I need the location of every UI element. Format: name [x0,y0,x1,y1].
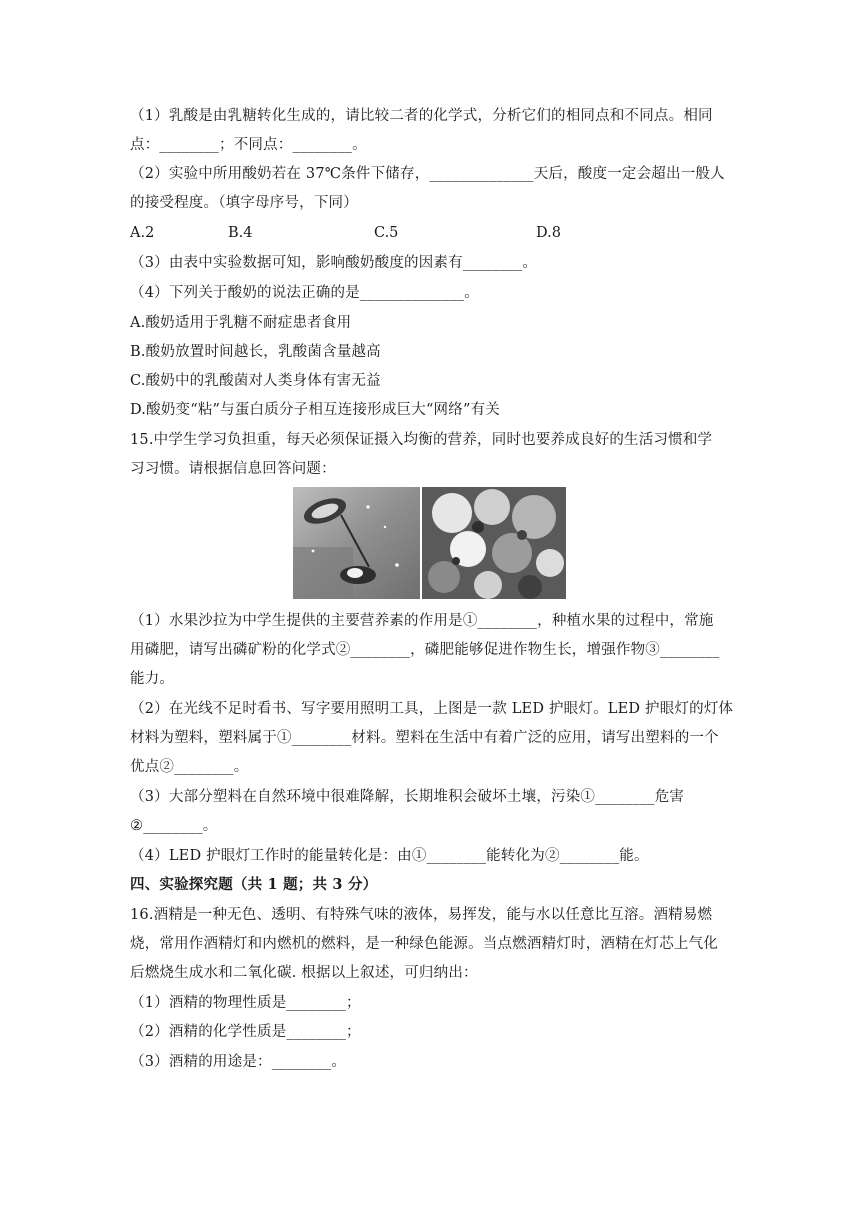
q14-sub2-line2: 的接受程度。（填字母序号，下同） [130,195,358,211]
q15-stem-line2: 习习惯。请根据信息回答问题： [130,461,336,477]
fruit-salad-image [422,487,566,599]
q14-choice-d: D.酸奶变“粘”与蛋白质分子相互连接形成巨大“网络”有关 [130,402,500,418]
q14-sub4: （4）下列关于酸奶的说法正确的是______________。 [130,285,479,301]
q15-sub2-line1: （2）在光线不足时看书、写字要用照明工具，上图是一款 LED 护眼灯。LED 护眼灯的灯体 [130,701,734,717]
q14-sub1-line1: （1）乳酸是由乳糖转化生成的，请比较二者的化学式，分析它们的相同点和不同点。相同 [130,108,713,124]
q14-sub2-line1: （2）实验中所用酸奶若在 37℃条件下储存，______________天后，酸度一定会超出一般人 [130,166,725,182]
q14-choice-b: B.酸奶放置时间越长，乳酸菌含量越高 [130,344,381,360]
q14-option-b: B.4 [228,225,253,241]
q15-stem-line1: 15.中学生学习负担重，每天必须保证摄入均衡的营养，同时也要养成良好的生活习惯和学 [130,432,713,448]
q15-sub3-line2: ②________。 [130,818,218,834]
q16-stem-line2: 烧，常用作酒精灯和内燃机的燃料，是一种绿色能源。当点燃酒精灯时，酒精在灯芯上气化 [130,936,718,952]
q16-sub2: （2）酒精的化学性质是________； [130,1024,361,1040]
q16-stem-line1: 16.酒精是一种无色、透明、有特殊气味的液体，易挥发，能与水以任意比互溶。酒精易燃 [130,907,713,923]
q15-sub2-line2: 材料为塑料，塑料属于①________材料。塑料在生活中有着广泛的应用，请写出塑料的一个 [130,730,719,746]
q15-sub1-line2: 用磷肥，请写出磷矿粉的化学式②________，磷肥能够促进作物生长，增强作物③________ [130,642,720,658]
q14-sub3: （3）由表中实验数据可知，影响酸奶酸度的因素有________。 [130,255,538,271]
section4-heading: 四、实验探究题（共 1 题；共 3 分） [130,876,378,893]
q16-sub1: （1）酒精的物理性质是________； [130,995,361,1011]
q15-sub4: （4）LED 护眼灯工作时的能量转化是：由①________能转化为②________能。 [130,848,649,864]
q15-sub3-line1: （3）大部分塑料在自然环境中很难降解，长期堆积会破坏土壤，污染①________危害 [130,789,685,805]
led-lamp-image [293,487,420,599]
q14-choice-a: A.酸奶适用于乳糖不耐症患者食用 [130,315,352,331]
q14-option-c: C.5 [374,225,399,241]
q14-option-d: D.8 [536,225,561,241]
q15-sub1-line3: 能力。 [130,671,175,687]
q14-choice-c: C.酸奶中的乳酸菌对人类身体有害无益 [130,373,381,389]
q15-sub2-line3: 优点②________。 [130,759,249,775]
q16-stem-line3: 后燃烧生成水和二氧化碳. 根据以上叙述，可归纳出： [130,965,478,981]
q15-sub1-line1: （1）水果沙拉为中学生提供的主要营养素的作用是①________，种植水果的过程中，常施 [130,613,714,629]
q14-sub1-line2: 点：________；不同点：________。 [130,137,367,153]
q16-sub3: （3）酒精的用途是：________。 [130,1054,347,1070]
q14-option-a: A.2 [130,225,155,241]
q15-figure [293,487,566,599]
